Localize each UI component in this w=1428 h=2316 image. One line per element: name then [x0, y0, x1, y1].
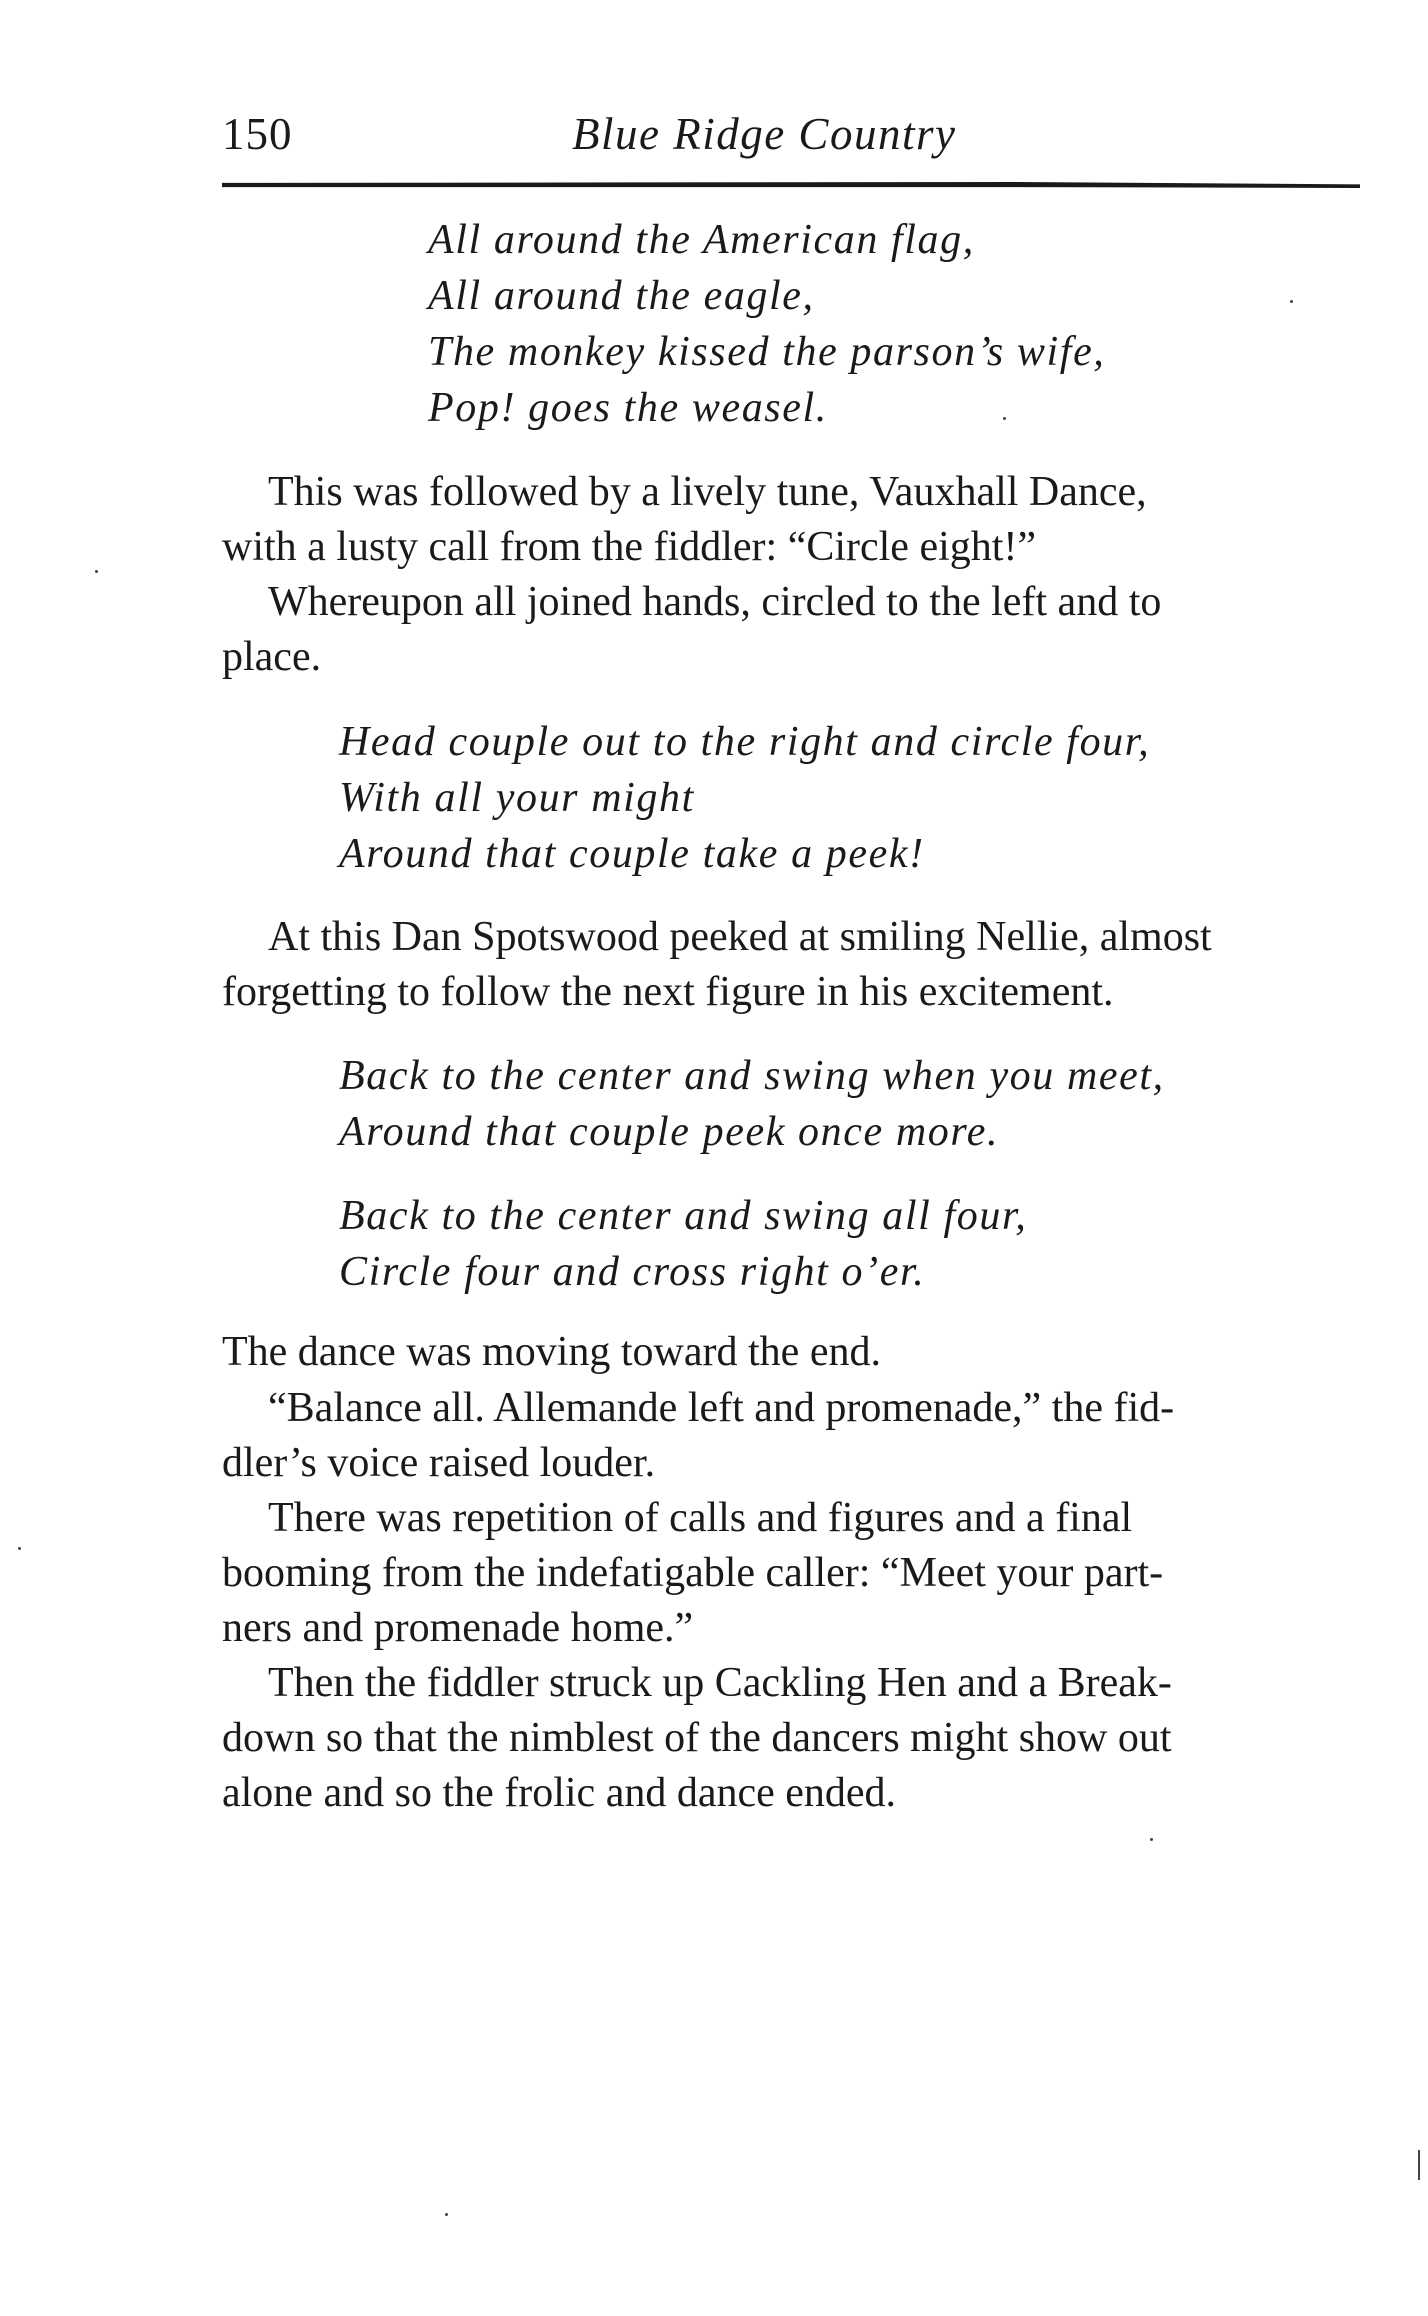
- scan-speck: [445, 2213, 448, 2216]
- verse-stanza-2: [339, 714, 1150, 882]
- paragraph-6: [222, 1491, 1362, 1656]
- verse-stanza-3: [339, 1048, 1165, 1160]
- paragraph-line: booming from the indefatigable caller: “Meet your part-: [222, 1550, 1164, 1596]
- running-title: Blue Ridge Country: [572, 109, 957, 159]
- paragraph-4: [222, 1325, 1362, 1380]
- paragraph-5: [222, 1381, 1362, 1491]
- verse-stanza-1: [428, 212, 1105, 436]
- paragraph-line: place.: [222, 634, 322, 680]
- paragraph-line: alone and so the frolic and dance ended.: [222, 1770, 897, 1816]
- paragraph-line: This was followed by a lively tune, Vauxhall Dance,: [268, 469, 1147, 515]
- verse-line: Back to the center and swing all four,: [339, 1193, 1028, 1239]
- page-number: 150: [222, 109, 293, 159]
- verse-line: The monkey kissed the parson’s wife,: [428, 329, 1106, 375]
- verse-line: Circle four and cross right o’er.: [339, 1249, 926, 1295]
- verse-line: All around the American flag,: [428, 217, 975, 263]
- page-header: [222, 108, 1360, 168]
- paragraph-line: with a lusty call from the fiddler: “Circle eight!”: [222, 524, 1037, 570]
- scan-speck: [18, 1547, 21, 1550]
- paragraph-7: [222, 1656, 1362, 1821]
- paragraph-3: [222, 910, 1362, 1020]
- verse-stanza-4: [339, 1188, 1027, 1300]
- verse-line: With all your might: [339, 775, 695, 821]
- verse-line: Pop! goes the weasel.: [428, 385, 828, 431]
- paragraph-line: forgetting to follow the next figure in his excitement.: [222, 969, 1114, 1015]
- paragraph-line: At this Dan Spotswood peeked at smiling Nellie, almost: [268, 914, 1212, 960]
- scan-speck: [1290, 300, 1293, 303]
- scan-speck: [95, 570, 98, 573]
- verse-line: Back to the center and swing when you meet,: [339, 1053, 1165, 1099]
- paragraph-line: Then the fiddler struck up Cackling Hen and a Break-: [268, 1660, 1172, 1706]
- header-rule: [222, 182, 1360, 188]
- scan-speck: [1003, 417, 1006, 420]
- paragraph-line: down so that the nimblest of the dancers might show out: [222, 1715, 1172, 1761]
- verse-line: Around that couple peek once more.: [339, 1109, 1000, 1155]
- scan-edge-mark: [1418, 2150, 1420, 2180]
- paragraph-line: There was repetition of calls and figures and a final: [268, 1495, 1133, 1541]
- paragraph-line: Whereupon all joined hands, circled to the left and to: [268, 579, 1162, 625]
- verse-line: Around that couple take a peek!: [339, 831, 925, 877]
- verse-line: Head couple out to the right and circle four,: [339, 719, 1151, 765]
- paragraph-line: dler’s voice raised louder.: [222, 1440, 656, 1486]
- scan-speck: [1150, 1838, 1153, 1841]
- paragraph-1: [222, 465, 1362, 575]
- paragraph-line: The dance was moving toward the end.: [222, 1329, 881, 1375]
- paragraph-2: [222, 575, 1362, 685]
- paragraph-line: “Balance all. Allemande left and promenade,” the fid-: [268, 1385, 1175, 1431]
- paragraph-line: ners and promenade home.”: [222, 1605, 694, 1651]
- verse-line: All around the eagle,: [428, 273, 815, 319]
